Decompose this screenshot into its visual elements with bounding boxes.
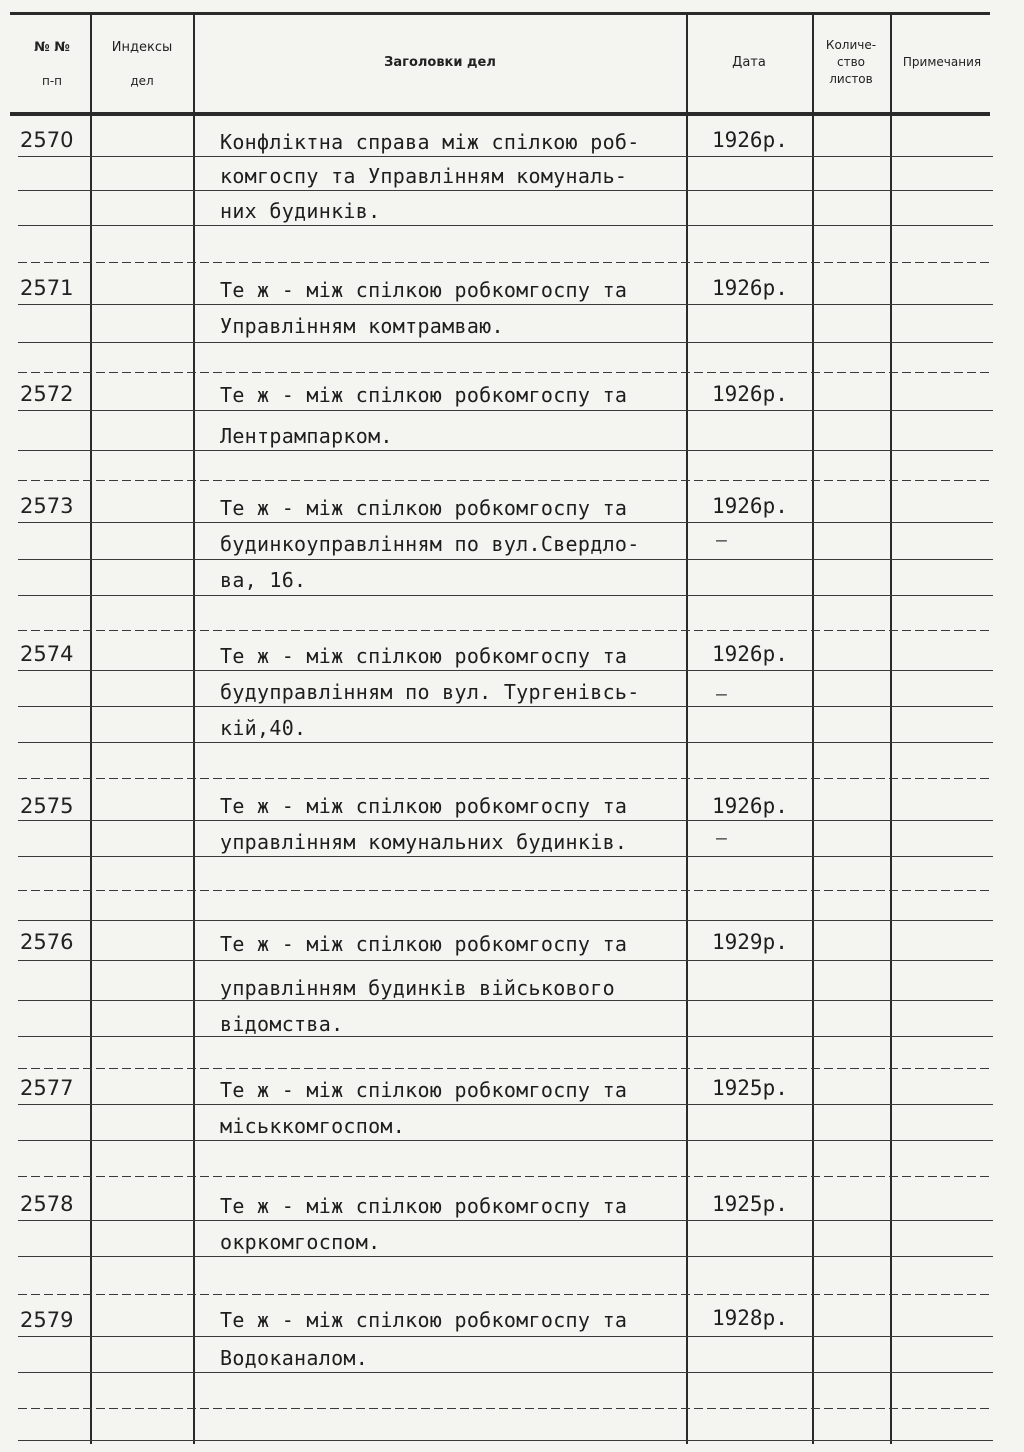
row-rule <box>18 742 993 743</box>
row-rule <box>18 778 993 779</box>
record-date: 1926р. <box>712 642 788 666</box>
header-index-top: Индексы <box>111 40 173 55</box>
record-title-line: будуправлiнням по вул. Тургенiвсь- <box>220 680 640 704</box>
row-rule <box>18 156 993 157</box>
record-title-line: окркомгоспом. <box>220 1230 381 1254</box>
record-title-line: кiй,40. <box>220 716 307 740</box>
row-rule <box>18 1000 993 1001</box>
row-rule <box>18 595 993 596</box>
header-number-bottom: п-п <box>41 74 63 88</box>
record-title-line: мiськкомгоспом. <box>220 1114 406 1138</box>
record-number: 2572 <box>20 382 74 406</box>
record-title-line: Те ж - мiж спiлкою робкомгоспу та <box>220 278 628 302</box>
record-title-line: Лентрампарком. <box>220 424 393 448</box>
record-title-line: Те ж - мiж спiлкою робкомгоспу та <box>220 794 628 818</box>
record-number: 2577 <box>20 1076 74 1100</box>
record-title-line: ва, 16. <box>220 568 307 592</box>
record-date: 1925р. <box>712 1076 788 1100</box>
header-notes: Примечания <box>902 55 982 69</box>
dash-mark: – <box>716 684 727 705</box>
record-number: 2570 <box>20 128 74 152</box>
row-rule <box>18 670 993 671</box>
row-rule <box>18 1256 993 1257</box>
record-title-line: управлiнням комунальних будинкiв. <box>220 830 628 854</box>
header-number-top: № № <box>34 40 70 55</box>
row-rule <box>18 1104 993 1105</box>
header-sheets-line1: Количе- <box>825 38 877 52</box>
row-rule <box>18 1068 993 1069</box>
record-title-line: Управлiнням комтрамваю. <box>220 314 504 338</box>
row-rule <box>18 262 993 263</box>
record-number: 2579 <box>20 1308 74 1332</box>
record-title-line: Те ж - мiж спiлкою робкомгоспу та <box>220 1194 628 1218</box>
row-rule <box>18 1036 993 1037</box>
row-rule <box>18 920 993 921</box>
record-date: 1926р. <box>712 794 788 818</box>
dash-mark: – <box>716 530 727 551</box>
record-title-line: будинкоуправлiнням по вул.Свердло- <box>220 532 640 556</box>
row-rule <box>18 522 993 523</box>
row-rule <box>18 304 993 305</box>
row-rule <box>18 225 993 226</box>
dash-mark: – <box>716 828 727 849</box>
row-rule <box>18 450 993 451</box>
row-rule <box>18 559 993 560</box>
record-title-line: Те ж - мiж спiлкою робкомгоспу та <box>220 644 628 668</box>
record-number: 2573 <box>20 494 74 518</box>
record-date: 1926р. <box>712 494 788 518</box>
column-divider <box>193 14 195 1444</box>
record-number: 2578 <box>20 1192 74 1216</box>
row-rule <box>18 372 993 373</box>
header-sheets-line2: ство <box>836 55 865 69</box>
record-title-line: Те ж - мiж спiлкою робкомгоспу та <box>220 1078 628 1102</box>
row-rule <box>18 1176 993 1177</box>
header-sheets-line3: листов <box>829 72 873 86</box>
row-rule <box>18 630 993 631</box>
row-rule <box>18 1372 993 1373</box>
row-rule <box>18 1140 993 1141</box>
record-date: 1925р. <box>712 1192 788 1216</box>
row-rule <box>18 1336 993 1337</box>
record-title-line: Конфлiктна справа мiж спiлкою роб- <box>220 130 640 154</box>
record-title-line: Водоканалом. <box>220 1346 369 1370</box>
record-number: 2576 <box>20 930 74 954</box>
record-date: 1926р. <box>712 382 788 406</box>
record-title-line: вiдомства. <box>220 1012 344 1036</box>
record-title-line: Те ж - мiж спiлкою робкомгоспу та <box>220 1308 628 1332</box>
record-title-line: Те ж - мiж спiлкою робкомгоспу та <box>220 932 628 956</box>
record-number: 2575 <box>20 794 74 818</box>
column-divider <box>686 14 688 1444</box>
row-rule <box>18 820 993 821</box>
column-divider <box>890 14 892 1444</box>
record-title-line: Те ж - мiж спiлкою робкомгоспу та <box>220 383 628 407</box>
row-rule <box>18 890 993 891</box>
row-rule <box>18 1440 993 1441</box>
row-rule <box>18 1220 993 1221</box>
record-date: 1926р. <box>712 128 788 152</box>
top-border <box>10 12 990 15</box>
record-title-line: комгоспу та Управлiнням комуналь- <box>220 164 628 188</box>
record-number: 2574 <box>20 642 74 666</box>
record-title-line: Те ж - мiж спiлкою робкомгоспу та <box>220 496 628 520</box>
row-rule <box>18 342 993 343</box>
record-date: 1926р. <box>712 276 788 300</box>
header-date: Дата <box>732 55 766 70</box>
row-rule <box>18 706 993 707</box>
row-rule <box>18 480 993 481</box>
column-divider <box>812 14 814 1444</box>
header-bottom-border <box>10 112 990 116</box>
record-title-line: них будинкiв. <box>220 199 381 223</box>
row-rule <box>18 1294 993 1295</box>
row-rule <box>18 190 993 191</box>
header-index-bottom: дел <box>130 74 154 88</box>
header-title: Заголовки дел <box>384 55 496 70</box>
row-rule <box>18 856 993 857</box>
row-rule <box>18 410 993 411</box>
record-date: 1929р. <box>712 930 788 954</box>
row-rule <box>18 1408 993 1409</box>
column-divider <box>90 14 92 1444</box>
record-date: 1928р. <box>712 1306 788 1330</box>
record-title-line: управлiнням будинкiв вiйськового <box>220 976 615 1000</box>
row-rule <box>18 960 993 961</box>
record-number: 2571 <box>20 276 74 300</box>
